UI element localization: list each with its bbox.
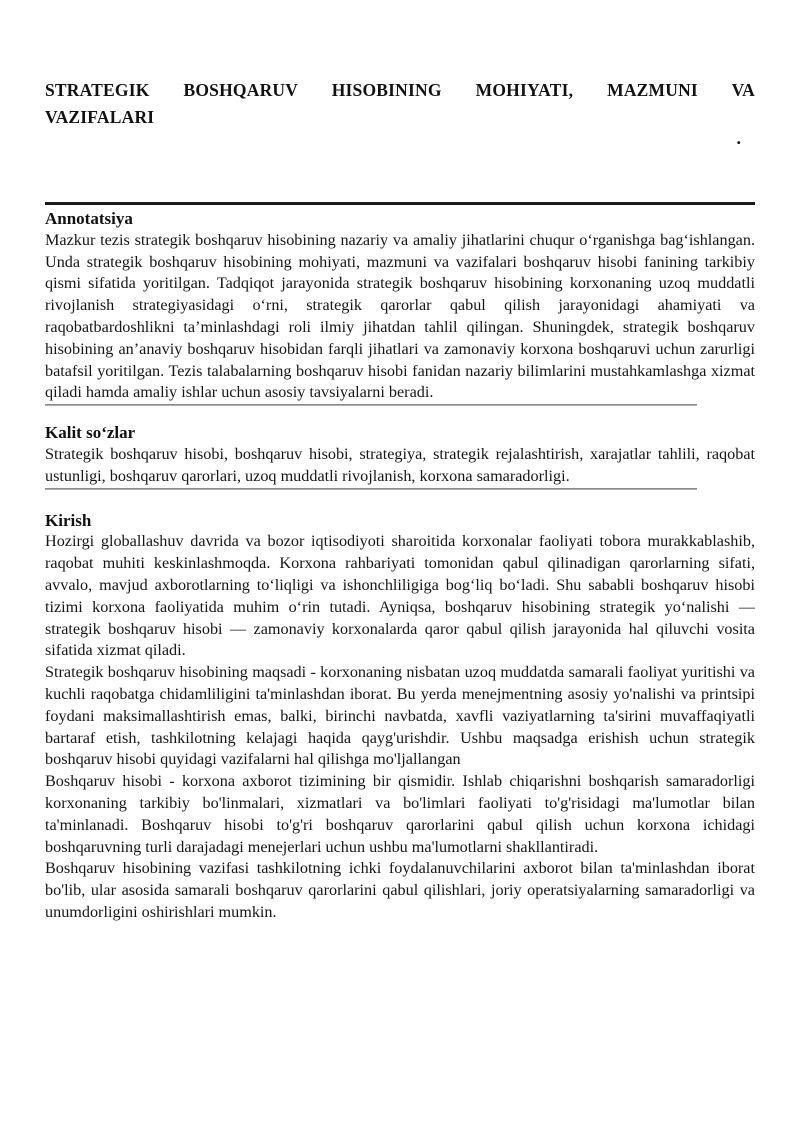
divider-thin-annotation xyxy=(45,404,697,406)
title-line-1: STRATEGIK BOSHQARUV HISOBINING MOHIYATI, MAZMUNI VA xyxy=(45,80,755,100)
intro-paragraph-2: Strategik boshqaruv hisobining maqsadi - korxonaning nisbatan uzoq muddatda samarali faoliyat yuritishi va kuchli raqobatga chidamliligini ta'minlashdan iborat. Bu yerda menejmentning asosiy yo'nalishi va printsipi foydani maksimallashtirish emas, balki, birinchi navbatda, xavfli vaziyatlarning ta'sirini muvaffaqiyatli bartaraf etish, tashkilotning kelajagi haqida qayg'urishdir. Ushbu maqsadga erishish uchun strategik boshqaruv hisobi quyidagi vazifalarni hal qilishga mo'ljallangan xyxy=(45,663,755,769)
intro-heading: Kirish xyxy=(45,510,92,530)
annotation-body: Mazkur tezis strategik boshqaruv hisobining nazariy va amaliy jihatlarini chuqur oʻrganishga bagʻishlangan. Unda strategik boshqaruv hisobining mohiyati, mazmuni va vazifalari boshqaruv hisobi fanining tarkibiy qismi sifatida yoritilgan. Tadqiqot jarayonida strategik boshqaruv hisobining korxonaning uzoq muddatli rivojlanish strategiyasidagi oʻrni, strategik qarorlar qabul qilish jarayonidagi ahamiyati va raqobatbardoshlikni taʼminlashdagi roli ilmiy jihatdan tahlil qilingan. Shuningdek, strategik boshqaruv hisobining anʼanaviy boshqaruv hisobidan farqli jihatlari va zamonaviy korxona boshqaruvi uchun zarurligi batafsil yoritilgan. Tezis talabalarning boshqaruv hisobi fanidan nazariy bilimlarini mustahkamlashga xizmat qiladi hamda amaliy ishlar uchun asosiy tavsiyalarni beradi. xyxy=(45,230,755,402)
document-title xyxy=(45,77,755,131)
intro-paragraph-4: Boshqaruv hisobining vazifasi tashkilotning ichki foydalanuvchilarini axborot bilan ta'minlashdan iborat bo'lib, ular asosida samarali boshqaruv qarorlarini qabul qilishlari, joriy operatsiyalarning samaradorligi va unumdorligini oshirishlari mumkin. xyxy=(45,859,755,921)
intro-paragraph-3: Boshqaruv hisobi - korxona axborot tizimining bir qismidir. Ishlab chiqarishni boshqarish samaradorligi korxonaning tarkibiy bo'linmalari, xizmatlari va bo'limlari faoliyati to'g'risidagi ma'lumotlar bilan ta'minlanadi. Boshqaruv hisobi to'g'ri boshqaruv qarorlarini qabul qilish uchun korxona ichidagi boshqaruvning turli darajadagi menejerlari uchun ushbu ma'lumotlarni shakllantiradi. xyxy=(45,772,755,856)
section-keywords xyxy=(45,422,755,487)
section-introduction xyxy=(45,510,755,924)
section-annotation xyxy=(45,208,755,404)
keywords-body: Strategik boshqaruv hisobi, boshqaruv hisobi, strategiya, strategik rejalashtirish, xarajatlar tahlili, raqobat ustunligi, boshqaruv qarorlari, uzoq muddatli rivojlanish, korxona samaradorligi. xyxy=(45,444,755,485)
period-mark: . xyxy=(736,128,741,148)
title-line-2: VAZIFALARI xyxy=(45,107,155,127)
intro-paragraph-1: Hozirgi globallashuv davrida va bozor iqtisodiyoti sharoitida korxonalar faoliyati tobora murakkablashib, raqobat muhiti keskinlashmoqda. Korxona rahbariyati tomonidan qabul qilinadigan qarorlarning sifati, avvalo, mavjud axborotlarning toʻliqligi va ishonchliligiga bogʻliq boʻladi. Shu sababli boshqaruv hisobi tizimi korxona faoliyatida muhim oʻrin tutadi. Ayniqsa, boshqaruv hisobining strategik yoʻnalishi — strategik boshqaruv hisobi — zamonaviy korxonalarda qaror qabul qilish jarayonida hal qiluvchi vosita sifatida xizmat qiladi. xyxy=(45,532,755,660)
divider-thin-keywords xyxy=(45,488,697,490)
keywords-heading: Kalit soʻzlar xyxy=(45,423,136,443)
divider-black xyxy=(45,202,755,205)
annotation-heading: Annotatsiya xyxy=(45,209,133,228)
